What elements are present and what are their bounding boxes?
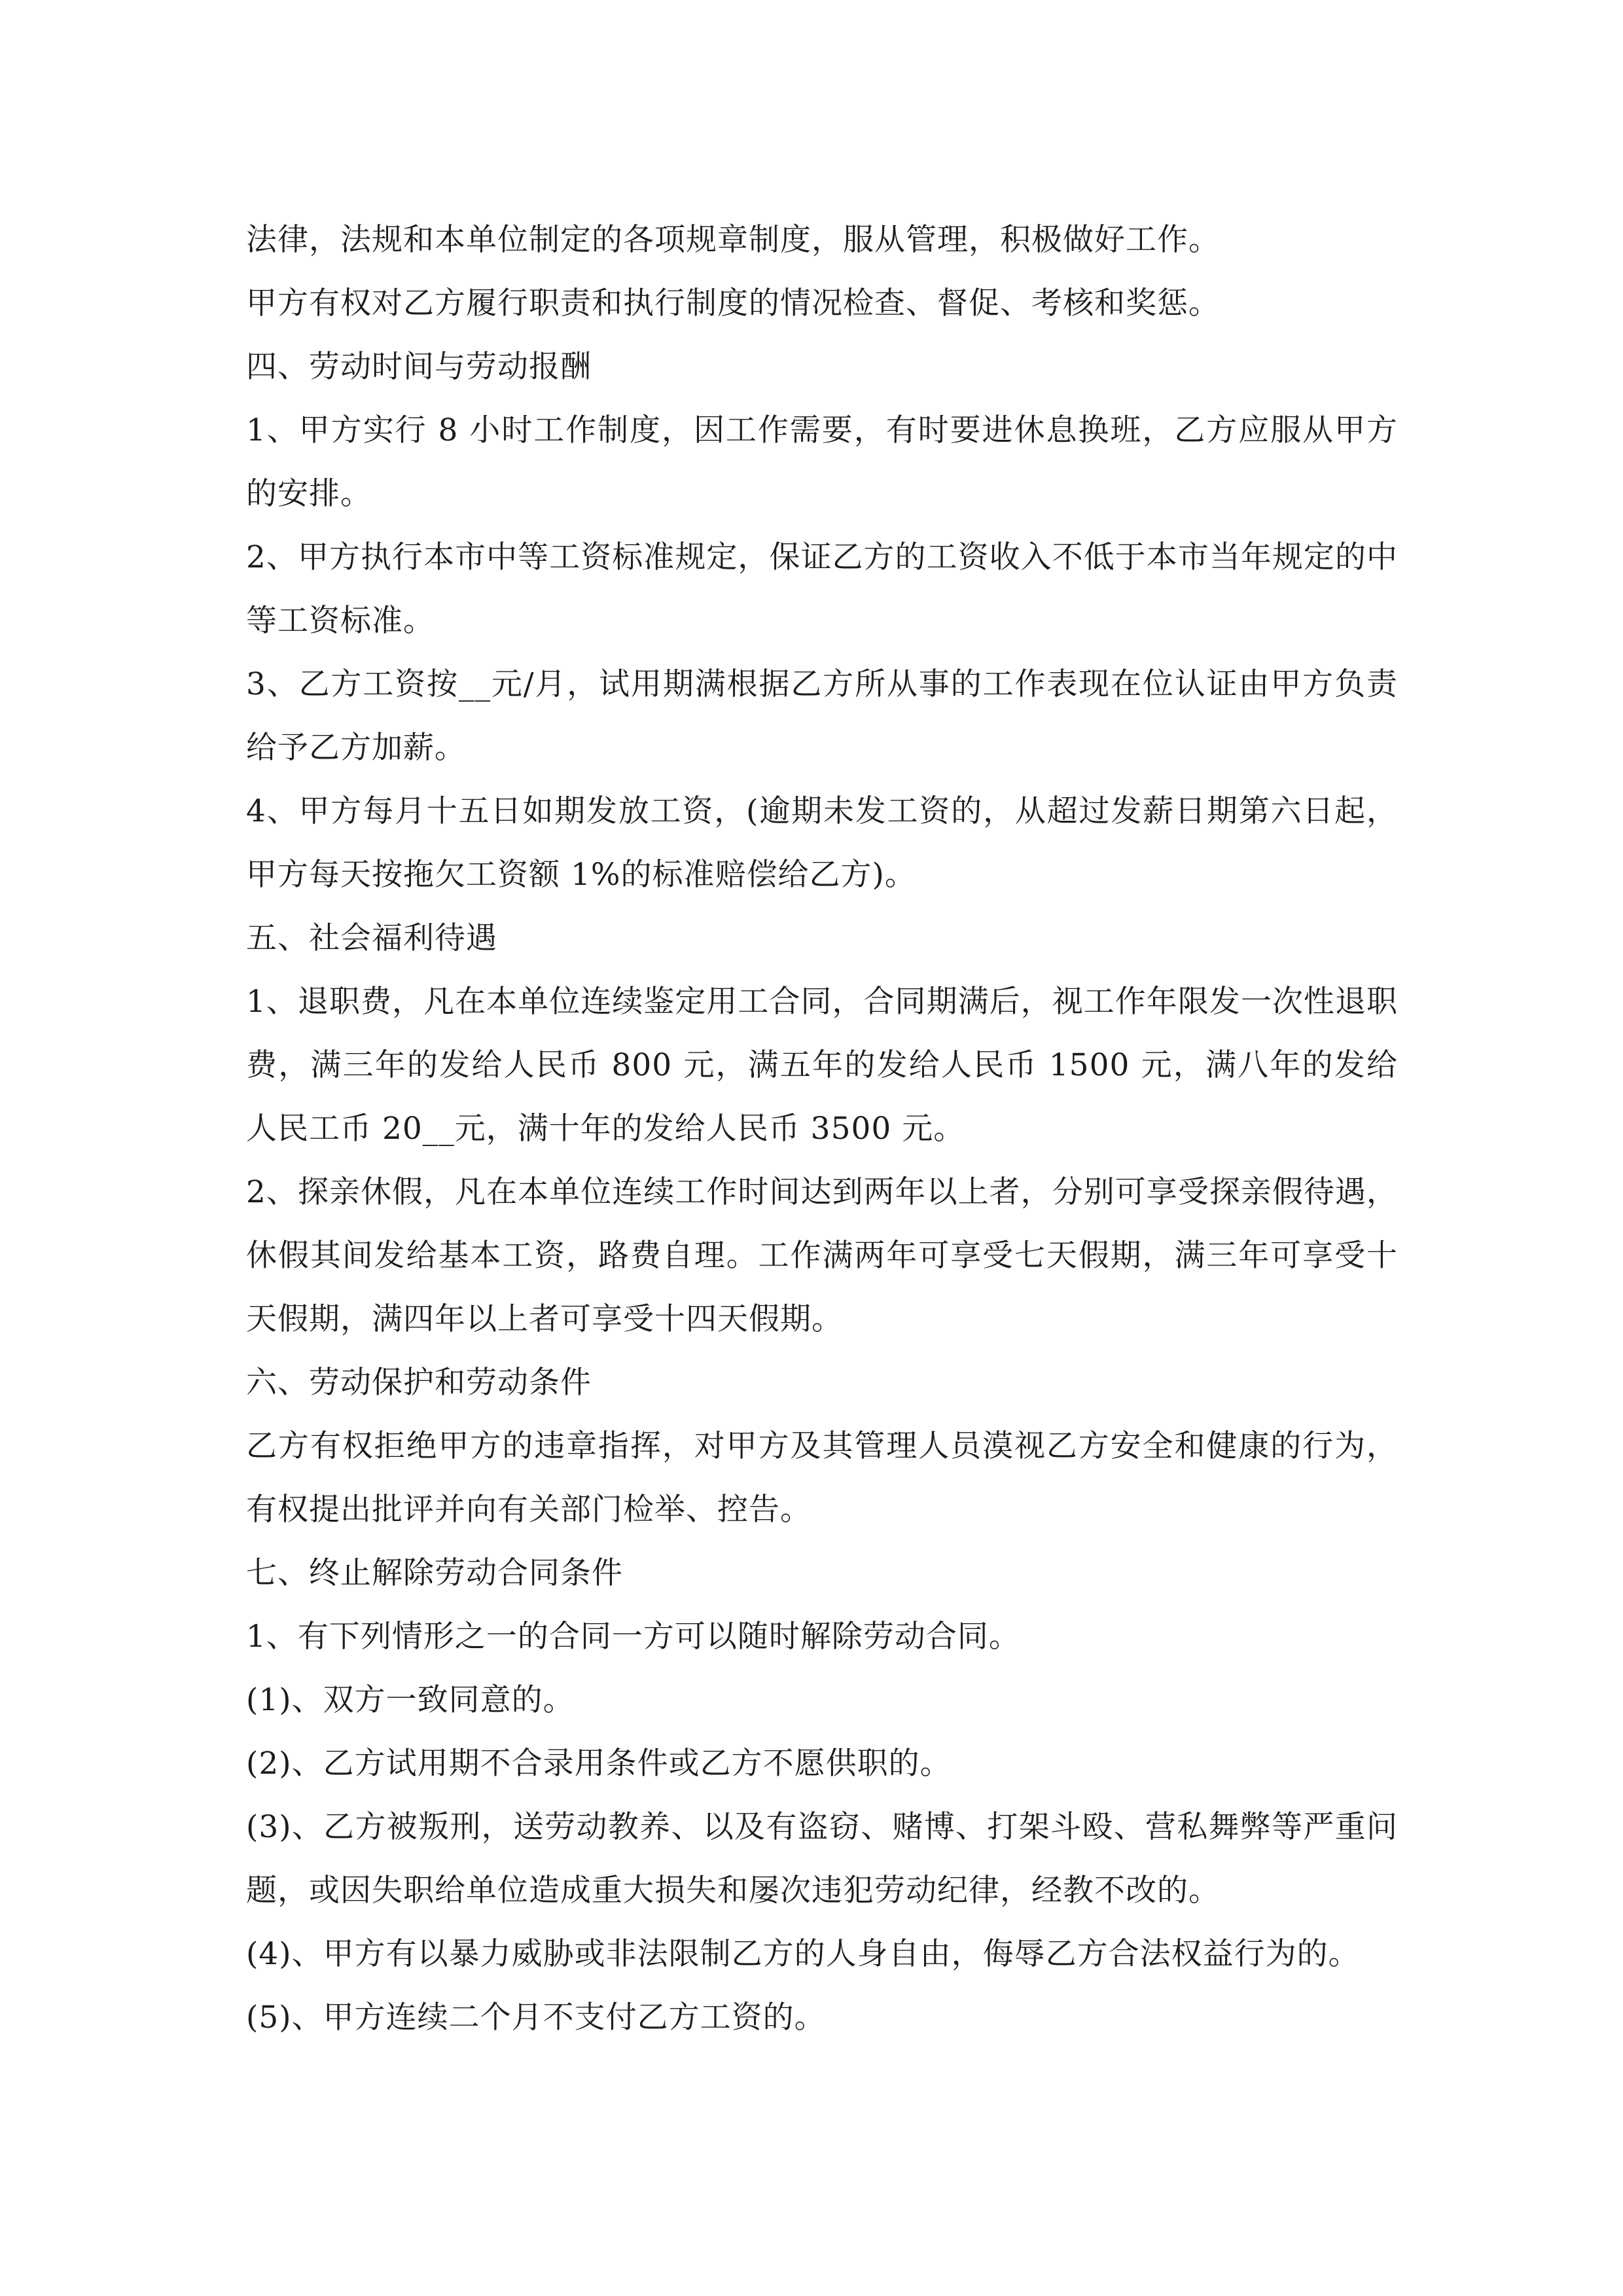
paragraph-termination-item-1: (1)、双方一致同意的。 bbox=[246, 1682, 575, 1718]
section-heading-working-hours: 四、劳动时间与劳动报酬 bbox=[246, 349, 592, 385]
paragraph-hours-1: 1、甲方实行 8 小时工作制度，因工作需要，有时要进休息换班，乙方应服从甲方的安排。 bbox=[246, 412, 1398, 512]
paragraph-hours-3: 3、乙方工资按__元/月，试用期满根据乙方所从事的工作表现在位认证由甲方负责给予乙方加薪。 bbox=[246, 666, 1398, 766]
paragraph-termination-item-3: (3)、乙方被叛刑，送劳动教养、以及有盗窃、赌博、打架斗殴、营私舞弊等严重问题，或因失职给单位造成重大损失和屡次违犯劳动纪律，经教不改的。 bbox=[246, 1809, 1398, 1909]
paragraph-termination-item-4: (4)、甲方有以暴力威胁或非法限制乙方的人身自由，侮辱乙方合法权益行为的。 bbox=[246, 1936, 1360, 1972]
document-body bbox=[246, 208, 1398, 2049]
paragraph-hours-4: 4、甲方每月十五日如期发放工资，(逾期未发工资的，从超过发薪日期第六日起，甲方每天按拖欠工资额 1%的标准赔偿给乙方)。 bbox=[246, 793, 1398, 893]
paragraph-protection: 乙方有权拒绝甲方的违章指挥，对甲方及其管理人员漠视乙方安全和健康的行为，有权提出批评并向有关部门检举、控告。 bbox=[246, 1428, 1398, 1528]
paragraph-termination-item-5: (5)、甲方连续二个月不支付乙方工资的。 bbox=[246, 2000, 826, 2036]
paragraph-inspection-rights: 甲方有权对乙方履行职责和执行制度的情况检查、督促、考核和奖惩。 bbox=[246, 285, 1220, 321]
section-heading-protection: 六、劳动保护和劳动条件 bbox=[246, 1365, 592, 1401]
paragraph-welfare-2: 2、探亲休假，凡在本单位连续工作时间达到两年以上者，分别可享受探亲假待遇，休假其间发给基本工资，路费自理。工作满两年可享受七天假期，满三年可享受十天假期，满四年以上者可享受十四天假期。 bbox=[246, 1174, 1398, 1337]
section-heading-welfare: 五、社会福利待遇 bbox=[246, 920, 497, 956]
paragraph-welfare-1: 1、退职费，凡在本单位连续鉴定用工合同，合同期满后，视工作年限发一次性退职费，满三年的发给人民币 800 元，满五年的发给人民币 1500 元，满八年的发给人民工币 20__元，满十年的发给人民币 3500 元。 bbox=[246, 984, 1398, 1147]
section-heading-termination: 七、终止解除劳动合同条件 bbox=[246, 1555, 623, 1591]
paragraph-rules-compliance: 法律，法规和本单位制定的各项规章制度，服从管理，积极做好工作。 bbox=[246, 222, 1220, 258]
paragraph-hours-2: 2、甲方执行本市中等工资标准规定，保证乙方的工资收入不低于本市当年规定的中等工资标准。 bbox=[246, 539, 1398, 639]
paragraph-termination-item-2: (2)、乙方试用期不合录用条件或乙方不愿供职的。 bbox=[246, 1746, 952, 1782]
paragraph-termination-intro: 1、有下列情形之一的合同一方可以随时解除劳动合同。 bbox=[246, 1619, 1020, 1655]
